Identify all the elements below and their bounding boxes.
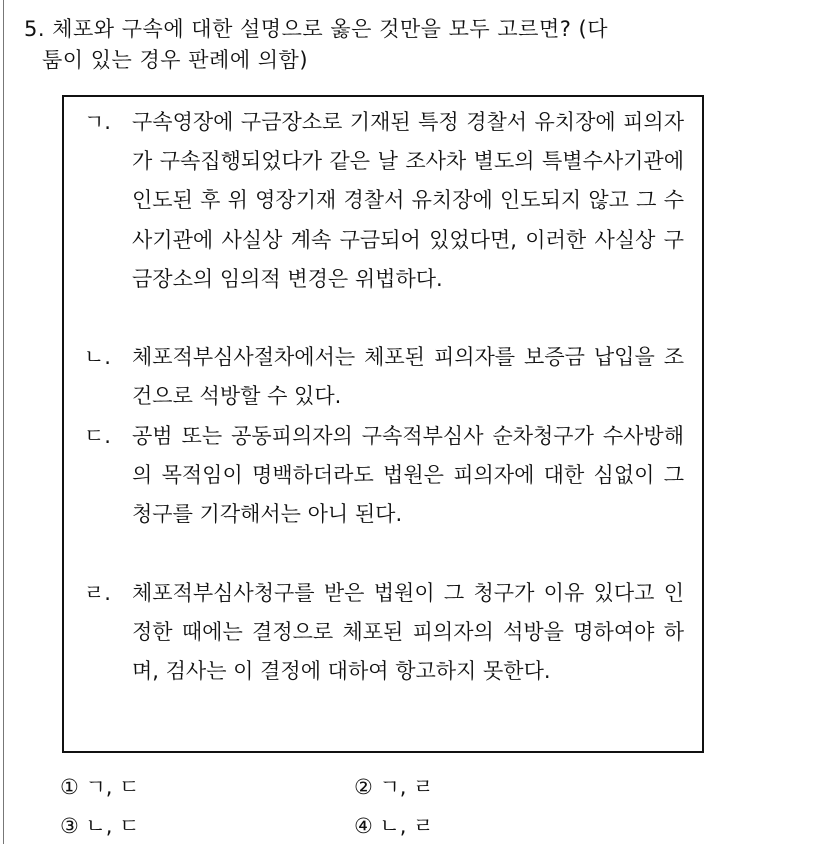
statement-marker: ㄹ. xyxy=(84,581,111,605)
statement-text: 공범 또는 공동피의자의 구속적부심사 순차청구가 수사방해의 목적임이 명백하더라도 법원은 피의자에 대한 심없이 그 청구를 기각해서는 아니 된다. xyxy=(132,424,684,527)
answer-choice-4[interactable]: ④ ㄴ, ㄹ xyxy=(354,814,434,838)
statements-box xyxy=(62,95,704,753)
statement-item xyxy=(84,103,684,299)
statement-marker: ㄱ. xyxy=(84,110,111,134)
statement-item xyxy=(84,338,684,416)
answer-choice-3[interactable]: ③ ㄴ, ㄷ xyxy=(60,814,140,838)
answer-choice-1[interactable]: ① ㄱ, ㄷ xyxy=(60,775,140,799)
answer-choice-2[interactable]: ② ㄱ, ㄹ xyxy=(354,775,434,799)
page-left-rule xyxy=(3,0,4,844)
statement-marker: ㄷ. xyxy=(84,424,111,448)
statement-text: 구속영장에 구금장소로 기재된 특정 경찰서 유치장에 피의자가 구속집행되었다가 같은 날 조사차 별도의 특별수사기관에 인도된 후 위 영장기재 경찰서 유치장에 인도되지 않고 그 수사기관에 사실상 계속 구금되어 있었다면, 이러한 사실상 구금장소의 임의적 변경은 위법하다. xyxy=(132,110,684,291)
statement-marker: ㄴ. xyxy=(84,345,111,369)
statement-item xyxy=(84,417,684,535)
question-line-1: 5. 체포와 구속에 대한 설명으로 옳은 것만을 모두 고르면? (다 xyxy=(24,17,609,41)
statement-item xyxy=(84,574,684,692)
statement-text: 체포적부심사절차에서는 체포된 피의자를 보증금 납입을 조건으로 석방할 수 있다. xyxy=(132,345,684,409)
question-stem xyxy=(24,14,804,76)
statement-text: 체포적부심사청구를 받은 법원이 그 청구가 이유 있다고 인정한 때에는 결정으로 체포된 피의자의 석방을 명하여야 하며, 검사는 이 결정에 대하여 항고하지 못한다. xyxy=(132,581,684,684)
question-line-2: 툼이 있는 경우 판례에 의함) xyxy=(42,48,309,72)
